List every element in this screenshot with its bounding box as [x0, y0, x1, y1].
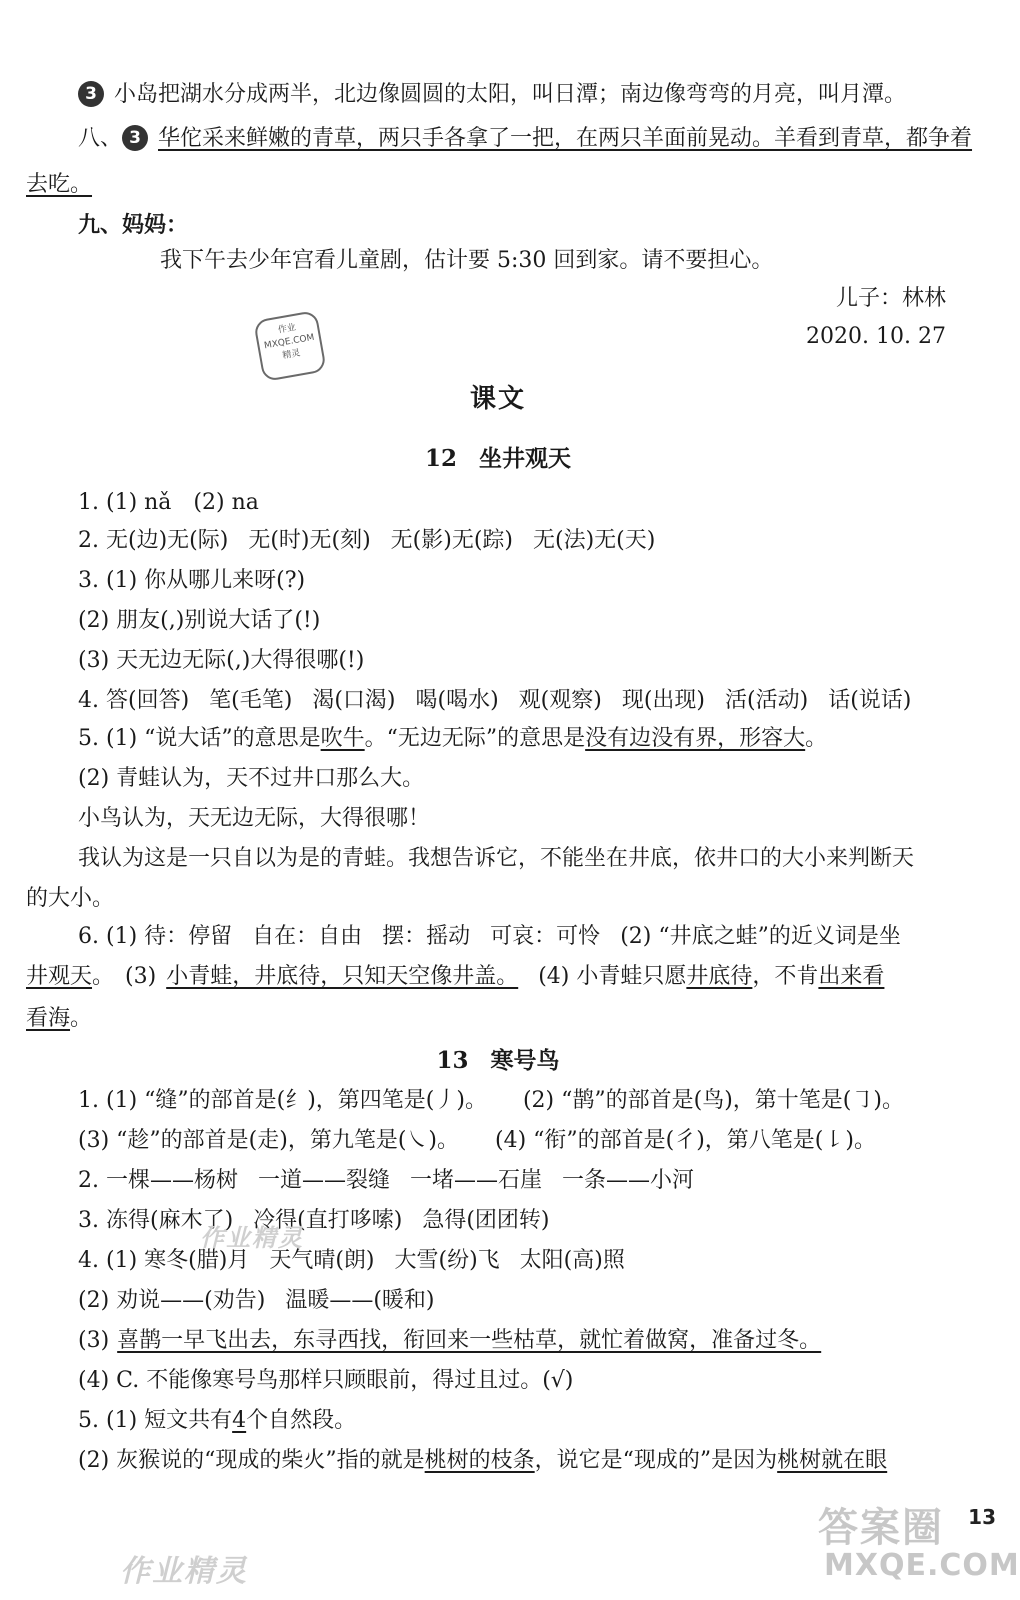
answer-line: 八、 3 华佗采来鲜嫩的青草，两只手各拿了一把，在两只羊面前晃动。羊看到青草，都争着	[78, 126, 973, 151]
lesson-title: 13 寒号鸟	[436, 1047, 560, 1074]
section-title: 课文	[469, 384, 526, 414]
answer-line: 的大小。	[26, 886, 115, 911]
lesson-title: 12 坐井观天	[424, 445, 571, 472]
note-date: 2020. 10. 27	[806, 324, 946, 349]
answer-line: 2. 无(边)无(际) 无(时)无(刻) 无(影)无(踪) 无(法)无(天)	[78, 528, 656, 553]
number-badge: 3	[78, 81, 104, 107]
answer-line: 我认为这是一只自以为是的青蛙。我想告诉它，不能坐在井底，依井口的大小来判断天	[78, 846, 915, 871]
site-logo: 答案圈 MXQE.COM	[818, 1505, 1020, 1583]
note-signature: 儿子：林林	[835, 286, 946, 311]
answer-line: (2) 朋友(,)别说大话了(!)	[78, 608, 321, 633]
stamp-image: 作业 MXQE.COM 精灵	[253, 310, 327, 382]
number-badge: 3	[122, 125, 148, 151]
answer-line: 1. (1) nǎ (2) na	[78, 490, 259, 515]
answer-line: 3. (1) 你从哪儿来呀(?)	[78, 568, 306, 593]
note-body: 我下午去少年宫看儿童剧，估计要 5:30 回到家。请不要担心。	[160, 248, 774, 273]
answer-line: 6. (1) 待：停留 自在：自由 摆：摇动 可哀：可怜 (2) “井底之蛙”的近义词是坐	[78, 924, 901, 949]
answer-line: 小鸟认为，天无边无际，大得很哪！	[78, 806, 431, 831]
page-number: 13	[968, 1505, 996, 1529]
answer-line: (3) “趁”的部首是(走)，第九笔是(㇏)。 (4) “衔”的部首是(彳)，第八笔是(㇙)。	[78, 1128, 876, 1153]
answer-line: (3) 喜鹊一早飞出去，东寻西找，衔回来一些枯草，就忙着做窝，准备过冬。	[78, 1328, 822, 1353]
watermark-text: 作业精灵	[200, 1224, 304, 1252]
answer-line: (2) 劝说——(劝告) 温暖——(暖和)	[78, 1288, 435, 1313]
answer-line: 3. 冻得(麻木了) 冷得(直打哆嗦) 急得(团团转)	[78, 1208, 550, 1233]
watermark-text: 作业精灵	[120, 1554, 248, 1589]
answer-line: 5. (1) “说大话”的意思是吹牛。“无边无际”的意思是没有边没有界，形容大。	[78, 726, 828, 751]
answer-line: 井观天。 (3) 小青蛙，井底待，只知天空像井盖。 (4) 小青蛙只愿井底待，不肯出来看	[26, 964, 885, 989]
answer-line: 1. (1) “缝”的部首是(纟)，第四笔是(丿)。 (2) “鹊”的部首是(鸟)，第十笔是(㇆)。	[78, 1088, 904, 1113]
answer-line: 3 小岛把湖水分成两半，北边像圆圆的太阳，叫日潭；南边像弯弯的月亮，叫月潭。	[78, 80, 906, 110]
answer-line: (4) C. 不能像寒号鸟那样只顾眼前，得过且过。(√)	[78, 1368, 574, 1393]
answer-line: 看海。	[26, 1006, 93, 1031]
answer-line: 九、妈妈：	[78, 212, 189, 238]
answer-line: (2) 青蛙认为，天不过井口那么大。	[78, 766, 425, 791]
answer-line: 4. 答(回答) 笔(毛笔) 渴(口渴) 喝(喝水) 观(观察) 现(出现) 活(活动) 话(说话)	[78, 688, 912, 713]
answer-line: 5. (1) 短文共有4个自然段。	[78, 1408, 357, 1433]
answer-line: 4. (1) 寒冬(腊)月 天气晴(朗) 大雪(纷)飞 太阳(高)照	[78, 1248, 625, 1273]
answer-line: 2. 一棵——杨树 一道——裂缝 一堵——石崖 一条——小河	[78, 1168, 695, 1193]
answer-line: (2) 灰猴说的“现成的柴火”指的就是桃树的枝条，说它是“现成的”是因为桃树就在眼	[78, 1448, 888, 1473]
answer-line: (3) 天无边无际(,)大得很哪(!)	[78, 648, 365, 673]
answer-line: 去吃。	[26, 172, 93, 197]
